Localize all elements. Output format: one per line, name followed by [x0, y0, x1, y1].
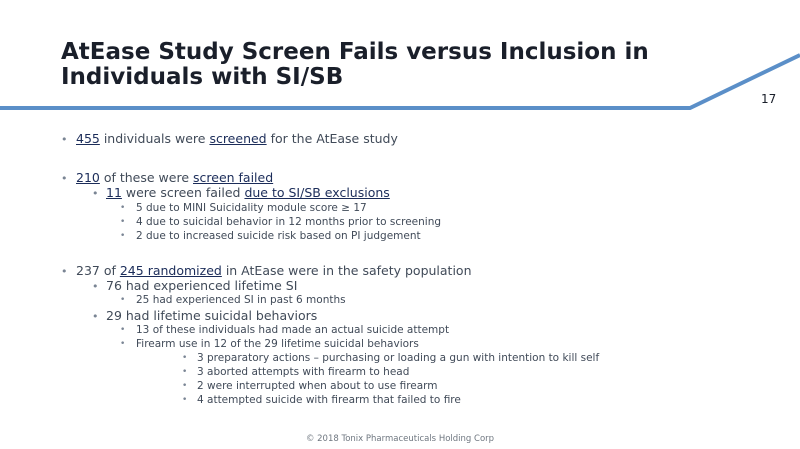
bullet-lifetime-si: 76 had experienced lifetime SI	[106, 278, 298, 293]
keyword-screen-failed: screen failed	[193, 170, 274, 185]
bullet-icon: •	[61, 172, 68, 185]
count-screen-failed: 210	[76, 170, 100, 185]
count-screened: 455	[76, 131, 100, 146]
copyright-footer: © 2018 Tonix Pharmaceuticals Holding Corp	[305, 434, 495, 444]
list-item: 25 had experienced SI in past 6 months	[136, 294, 346, 306]
list-item: 5 due to MINI Suicidality module score ≥ 17	[136, 202, 367, 214]
bullet-icon: •	[92, 280, 99, 293]
title-line-2: Individuals with SI/SB	[61, 64, 344, 90]
count-si-sb-exclusions: 11	[106, 185, 122, 200]
bullet-icon: •	[182, 381, 188, 391]
keyword-randomized: 245 randomized	[119, 263, 222, 278]
bullet-safety-population: 237 of 245 randomized in AtEase were in the safety population	[76, 263, 472, 278]
bullet-screen-failed: 210 of these were screen failed	[76, 170, 274, 185]
bullet-icon: •	[61, 133, 68, 146]
bullet-icon: •	[120, 325, 126, 335]
list-item: Firearm use in 12 of the 29 lifetime suicidal behaviors	[136, 338, 419, 350]
list-item: 2 due to increased suicide risk based on PI judgement	[136, 230, 421, 242]
list-item: 4 attempted suicide with firearm that failed to fire	[197, 394, 461, 406]
bullet-icon: •	[182, 367, 188, 377]
list-item: 3 preparatory actions – purchasing or loading a gun with intention to kill self	[197, 352, 600, 364]
title-line-1: AtEase Study Screen Fails versus Inclusion in	[61, 39, 649, 65]
bullet-icon: •	[182, 353, 188, 363]
keyword-screened: screened	[209, 131, 267, 146]
list-item: 2 were interrupted when about to use firearm	[197, 380, 438, 392]
bullet-lifetime-behaviors: 29 had lifetime suicidal behaviors	[106, 308, 318, 323]
bullet-icon: •	[120, 339, 126, 349]
bullet-icon: •	[120, 203, 126, 213]
list-item: 4 due to suicidal behavior in 12 months prior to screening	[136, 216, 442, 228]
bullet-si-sb-exclusions: 11 were screen failed due to SI/SB exclusions	[106, 185, 390, 200]
list-item: 13 of these individuals had made an actual suicide attempt	[136, 324, 450, 336]
bullet-icon: •	[120, 295, 126, 305]
bullet-icon: •	[92, 310, 99, 323]
list-item: 3 aborted attempts with firearm to head	[197, 366, 410, 378]
bullet-icon: •	[120, 217, 126, 227]
bullet-icon: •	[182, 395, 188, 405]
bullet-icon: •	[120, 231, 126, 241]
page-number: 17	[761, 92, 777, 106]
keyword-si-sb-exclusions: due to SI/SB exclusions	[244, 185, 390, 200]
bullet-screened: 455 individuals were screened for the AtEase study	[76, 131, 398, 146]
bullet-icon: •	[61, 265, 68, 278]
bullet-icon: •	[92, 187, 99, 200]
